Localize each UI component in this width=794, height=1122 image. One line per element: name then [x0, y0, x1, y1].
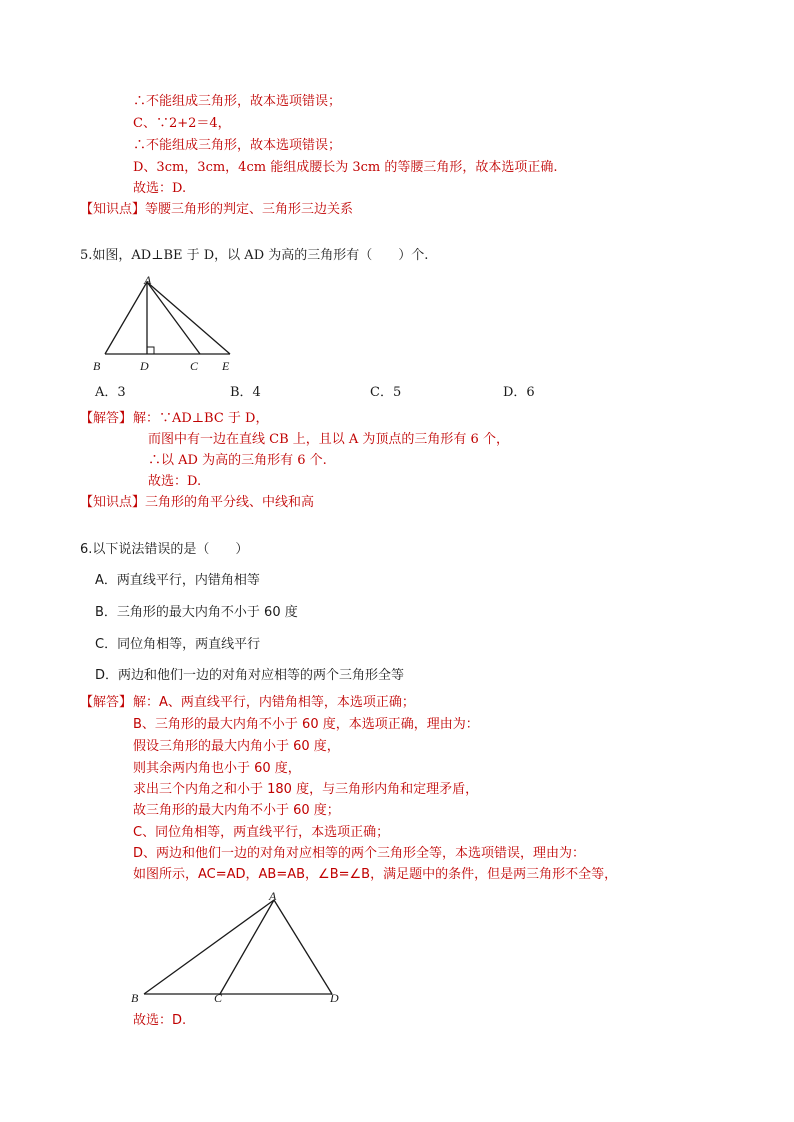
- prev-knowledge-point: [80, 201, 353, 219]
- q6-figure: [128, 888, 368, 1018]
- prev-answer-line-2: C、∵2+2＝4，: [133, 116, 231, 131]
- q6-answer-line-6: 故三角形的最大内角不小于 60 度；: [133, 803, 340, 818]
- q5-option-b: B．4: [230, 385, 261, 400]
- q6-answer-line-2: B、三角形的最大内角不小于 60 度，本选项正确，理由为：: [133, 717, 479, 732]
- q6-option-d: D．两边和他们一边的对角对应相等的两个三角形全等: [95, 668, 405, 683]
- q6-answer-tag: 【解答】: [80, 695, 133, 710]
- q5-option-d: D．6: [503, 385, 535, 400]
- knowledge-point-text: 三角形的角平分线、中线和高: [145, 495, 315, 510]
- q5-option-a: A．3: [95, 385, 126, 400]
- q6-answer-line-4: 则其余两内角也小于 60 度，: [133, 761, 301, 776]
- q5-label-e: E: [222, 359, 230, 373]
- knowledge-point-text: 等腰三角形的判定、三角形三边关系: [145, 202, 354, 217]
- q5-label-a: A: [144, 273, 152, 287]
- q5-answer-line-4: 故选：D.: [148, 474, 202, 489]
- q6-label-a: A: [269, 889, 277, 903]
- q6-answer-line-7: C、同位角相等，两直线平行，本选项正确；: [133, 825, 390, 840]
- q6-option-a: A．两直线平行，内错角相等: [95, 573, 260, 588]
- q5-knowledge-point: [80, 494, 314, 512]
- q5-answer-line-2: 而图中有一边在直线 CB 上，且以 A 为顶点的三角形有 6 个，: [148, 432, 509, 447]
- q5-answer-tag: 【解答】: [80, 411, 133, 426]
- q6-label-c: C: [214, 991, 223, 1005]
- q5-answer-line-3: ∴以 AD 为高的三角形有 6 个.: [148, 453, 327, 468]
- q5-stem: 5.如图，AD⊥BE 于 D，以 AD 为高的三角形有（ ）个.: [80, 248, 429, 263]
- q5-option-c: C．5: [370, 385, 402, 400]
- knowledge-point-tag: 【知识点】: [80, 495, 146, 510]
- q6-final-answer: 故选：D.: [133, 1013, 187, 1028]
- q5-figure: [90, 274, 290, 374]
- q6-answer-line-5: 求出三个内角之和小于 180 度，与三角形内角和定理矛盾，: [133, 782, 479, 797]
- q5-answer-line-1: 解：∵AD⊥BC 于 D，: [133, 411, 269, 426]
- q6-option-b: B．三角形的最大内角不小于 60 度: [95, 605, 298, 620]
- prev-answer-line-3: ∴不能组成三角形，故本选项错误；: [133, 138, 342, 153]
- knowledge-point-tag: 【知识点】: [80, 202, 146, 217]
- q5-label-b: B: [93, 359, 101, 373]
- q6-answer-line-8: D、两边和他们一边的对角对应相等的两个三角形全等，本选项错误，理由为：: [133, 846, 586, 861]
- q6-label-b: B: [131, 991, 139, 1005]
- q6-answer-line-9: 如图所示，AC=AD，AB=AB，∠B=∠B，满足题中的条件，但是两三角形不全等，: [133, 867, 618, 882]
- q6-stem: 6.以下说法错误的是（ ）: [80, 542, 249, 557]
- prev-answer-line-5: 故选：D.: [133, 181, 187, 196]
- q5-label-c: C: [190, 359, 199, 373]
- q5-label-d: D: [140, 359, 149, 373]
- q6-option-c: C．同位角相等，两直线平行: [95, 637, 261, 652]
- q6-answer-line-1: 解：A、两直线平行，内错角相等，本选项正确；: [133, 695, 415, 710]
- q6-answer-line-3: 假设三角形的最大内角小于 60 度，: [133, 739, 340, 754]
- prev-answer-line-1: ∴不能组成三角形，故本选项错误；: [133, 94, 342, 109]
- prev-answer-line-4: D、3cm，3cm，4cm 能组成腰长为 3cm 的等腰三角形，故本选项正确.: [133, 160, 558, 175]
- q6-label-d: D: [330, 991, 339, 1005]
